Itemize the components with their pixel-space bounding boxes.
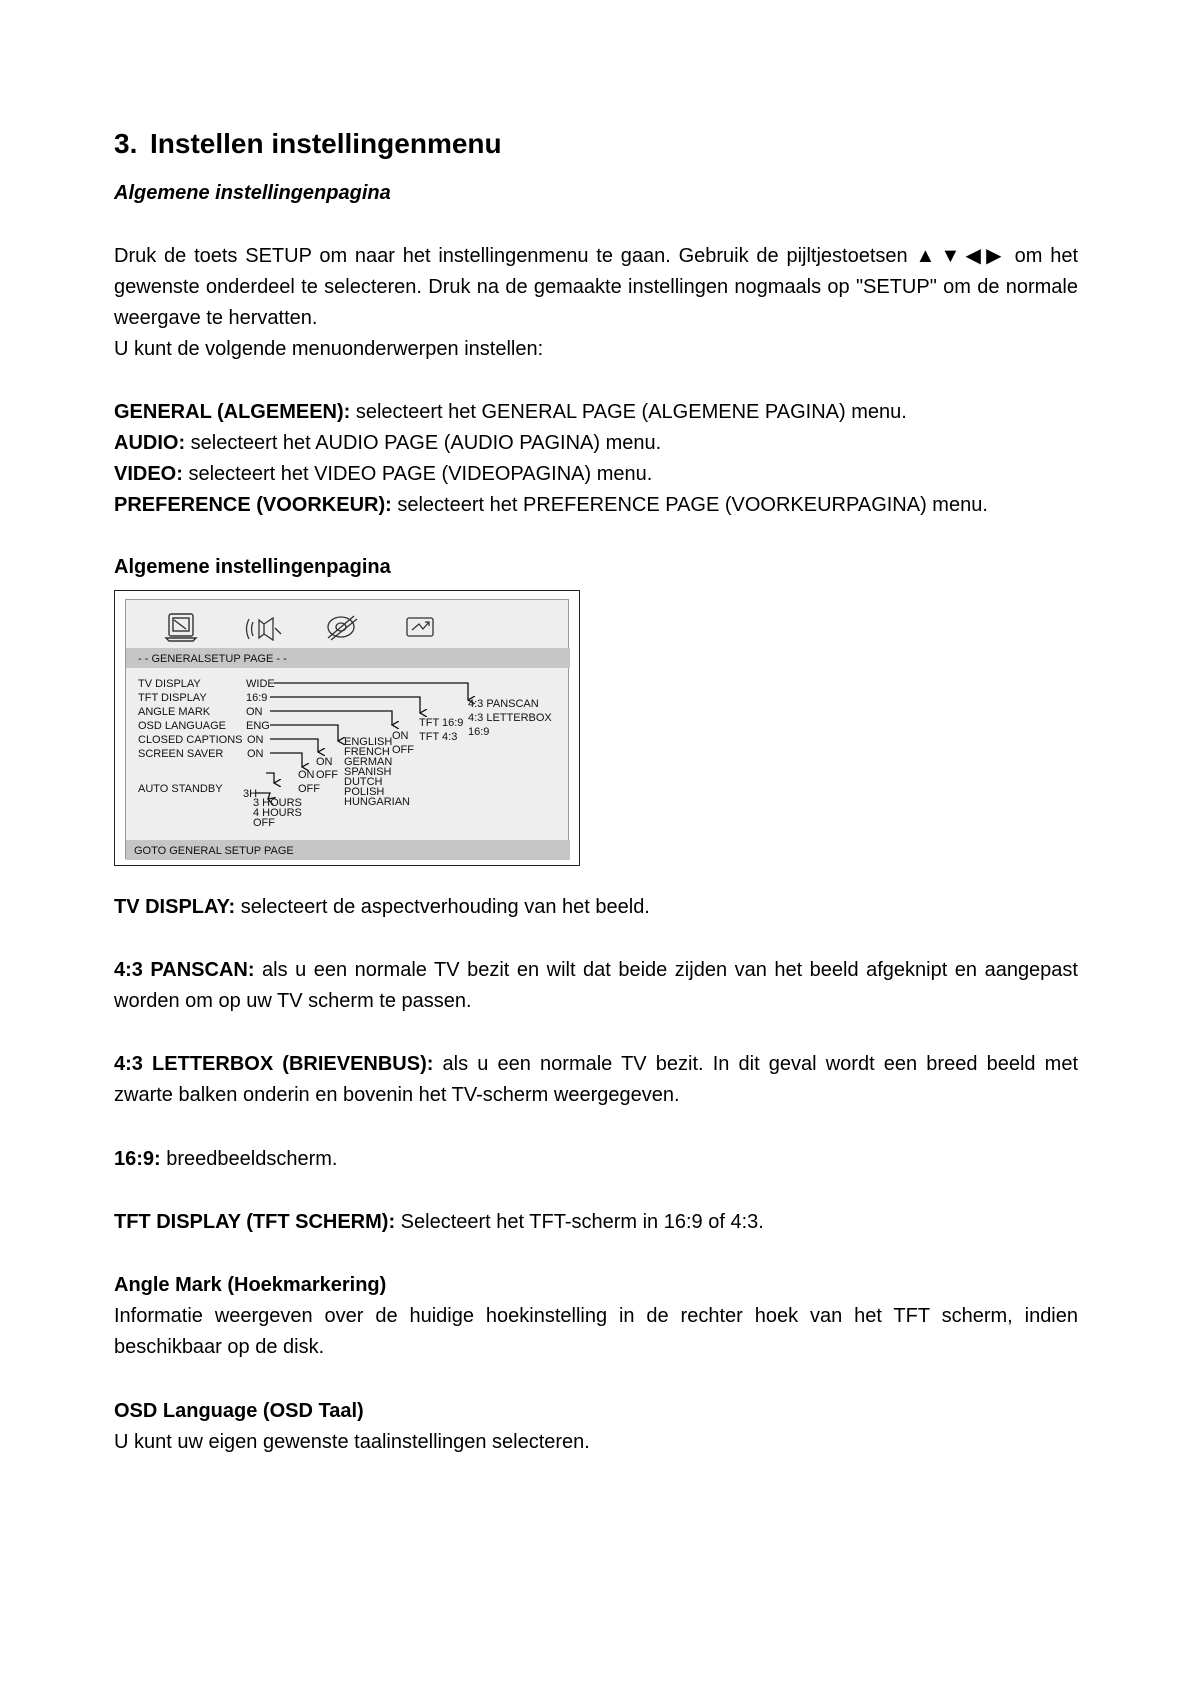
heading-title: Instellen instellingenmenu [150,128,502,159]
menu-value-tft-display: 16:9 [246,692,268,704]
language-option-polish: POLISH [344,786,385,798]
menu-item-auto-standby: AUTO STANDBY [138,783,223,795]
tv-option-wide: 16:9 [468,726,490,738]
osd-language-text: U kunt uw eigen gewenste taalinstellingen selecteren. [114,1431,590,1453]
standby-option-off: OFF [253,817,275,829]
topic-text: selecteert het VIDEO PAGE (VIDEOPAGINA) menu. [182,463,653,485]
topic-preference [114,494,988,517]
menu-item-osd-language: OSD LANGUAGE [138,720,227,732]
menu-item-angle-mark: ANGLE MARK [138,706,211,718]
preference-setup-icon [407,618,433,636]
cc-option-off: OFF [316,769,338,781]
tv-option-panscan: 4:3 PANSCAN [468,698,539,710]
language-option-spanish: SPANISH [344,766,392,778]
definition-label: 16:9: [114,1148,161,1170]
definition-label: 4:3 PANSCAN: [114,959,255,981]
cc-option-on: ON [316,756,333,768]
topic-label: GENERAL (ALGEMEEN): [114,401,351,423]
menu-value-screen-saver: ON [247,748,264,760]
setup-menu-diagram [126,600,570,860]
menu-value-osd-language: ENG [246,720,270,732]
standby-option-4h: 4 HOURS [253,807,302,819]
topic-text: selecteert het AUDIO PAGE (AUDIO PAGINA) menu. [185,432,662,454]
saver-option-on: ON [298,769,315,781]
audio-setup-icon [247,618,282,640]
language-option-hungarian: HUNGARIAN [344,796,411,808]
definition-tft-display [114,1211,764,1234]
topic-audio [114,432,661,455]
topic-video [114,463,652,486]
intro-paragraph [114,241,1078,334]
definition-letterbox [114,1049,1078,1111]
topic-label: VIDEO: [114,463,183,485]
angle-option-off: OFF [392,744,414,756]
definition-tv-display [114,896,650,919]
menu-footer: GOTO GENERAL SETUP PAGE [134,845,294,857]
menu-value-angle-mark: ON [246,706,263,718]
definition-text: als u een normale TV bezit. In dit geval wordt een breed beeld met zwarte balken onderin en bovenin het TV-scherm weergegeven. [114,1053,1078,1106]
page-heading [114,128,502,160]
definition-label: TV DISPLAY: [114,896,236,918]
topic-label: PREFERENCE (VOORKEUR): [114,494,392,516]
intro-text-b: om het gewenste onderdeel te selecteren. Druk na de gemaakte instellingen nogmaals op "SETUP" om de normale weergave te hervatten. [114,245,1078,329]
menu-page-title: - - GENERALSETUP PAGE - - [138,653,287,665]
angle-option-on: ON [392,730,409,742]
menu-value-closed-captions: ON [247,734,264,746]
setup-menu-screen [125,599,569,859]
arrow-keys-icon: ▲▼◀▶ [915,245,1007,267]
definition-label: TFT DISPLAY (TFT SCHERM): [114,1211,396,1233]
topic-text: selecteert het GENERAL PAGE (ALGEMENE PAGINA) menu. [350,401,907,423]
language-option-french: FRENCH [344,746,390,758]
language-option-english: ENGLISH [344,736,393,748]
menu-item-closed-captions: CLOSED CAPTIONS [138,734,243,746]
saver-option-off: OFF [298,783,320,795]
tft-option-169: TFT 16:9 [419,717,464,729]
setup-menu-screenshot [114,590,580,866]
menu-item-screen-saver: SCREEN SAVER [138,748,224,760]
video-setup-icon [328,616,357,640]
menu-item-tft-display: TFT DISPLAY [138,692,207,704]
tv-option-letterbox: 4:3 LETTERBOX [468,712,552,724]
intro-topics-lead: U kunt de volgende menuonderwerpen instellen: [114,338,544,360]
language-option-german: GERMAN [344,756,393,768]
angle-mark-heading: Angle Mark (Hoekmarkering) [114,1274,387,1296]
topic-label: AUDIO: [114,432,186,454]
intro-text-a: Druk de toets SETUP om naar het instellingenmenu te gaan. Gebruik de pijltjestoetsen [114,245,908,267]
angle-mark-text: Informatie weergeven over de huidige hoekinstelling in de rechter hoek van het TFT scherm, indien beschikbaar op de disk. [114,1305,1078,1358]
menu-value-auto-standby: 3H [243,788,258,800]
heading-number: 3. [114,128,138,159]
language-option-dutch: DUTCH [344,776,383,788]
definition-text: Selecteert het TFT-scherm in 16:9 of 4:3. [395,1211,764,1233]
definition-label: 4:3 LETTERBOX (BRIEVENBUS): [114,1053,434,1075]
definition-text: selecteert de aspectverhouding van het beeld. [235,896,650,918]
tft-option-43: TFT 4:3 [419,731,458,743]
osd-language-heading: OSD Language (OSD Taal) [114,1400,364,1422]
definition-169 [114,1148,337,1171]
menu-item-tv-display: TV DISPLAY [138,678,201,690]
menu-value-tv-display: WIDE [246,678,275,690]
topic-text: selecteert het PREFERENCE PAGE (VOORKEURPAGINA) menu. [391,494,988,516]
topic-general [114,401,907,424]
menu-heading: Algemene instellingenpagina [114,556,391,578]
section-subtitle: Algemene instellingenpagina [114,182,391,204]
standby-option-3h: 3 HOURS [253,797,302,809]
definition-text: breedbeeldscherm. [160,1148,338,1170]
definition-text: als u een normale TV bezit en wilt dat beide zijden van het beeld afgeknipt en aangepast worden om op uw TV scherm te passen. [114,959,1078,1012]
general-setup-icon [166,614,196,641]
definition-panscan [114,955,1078,1017]
